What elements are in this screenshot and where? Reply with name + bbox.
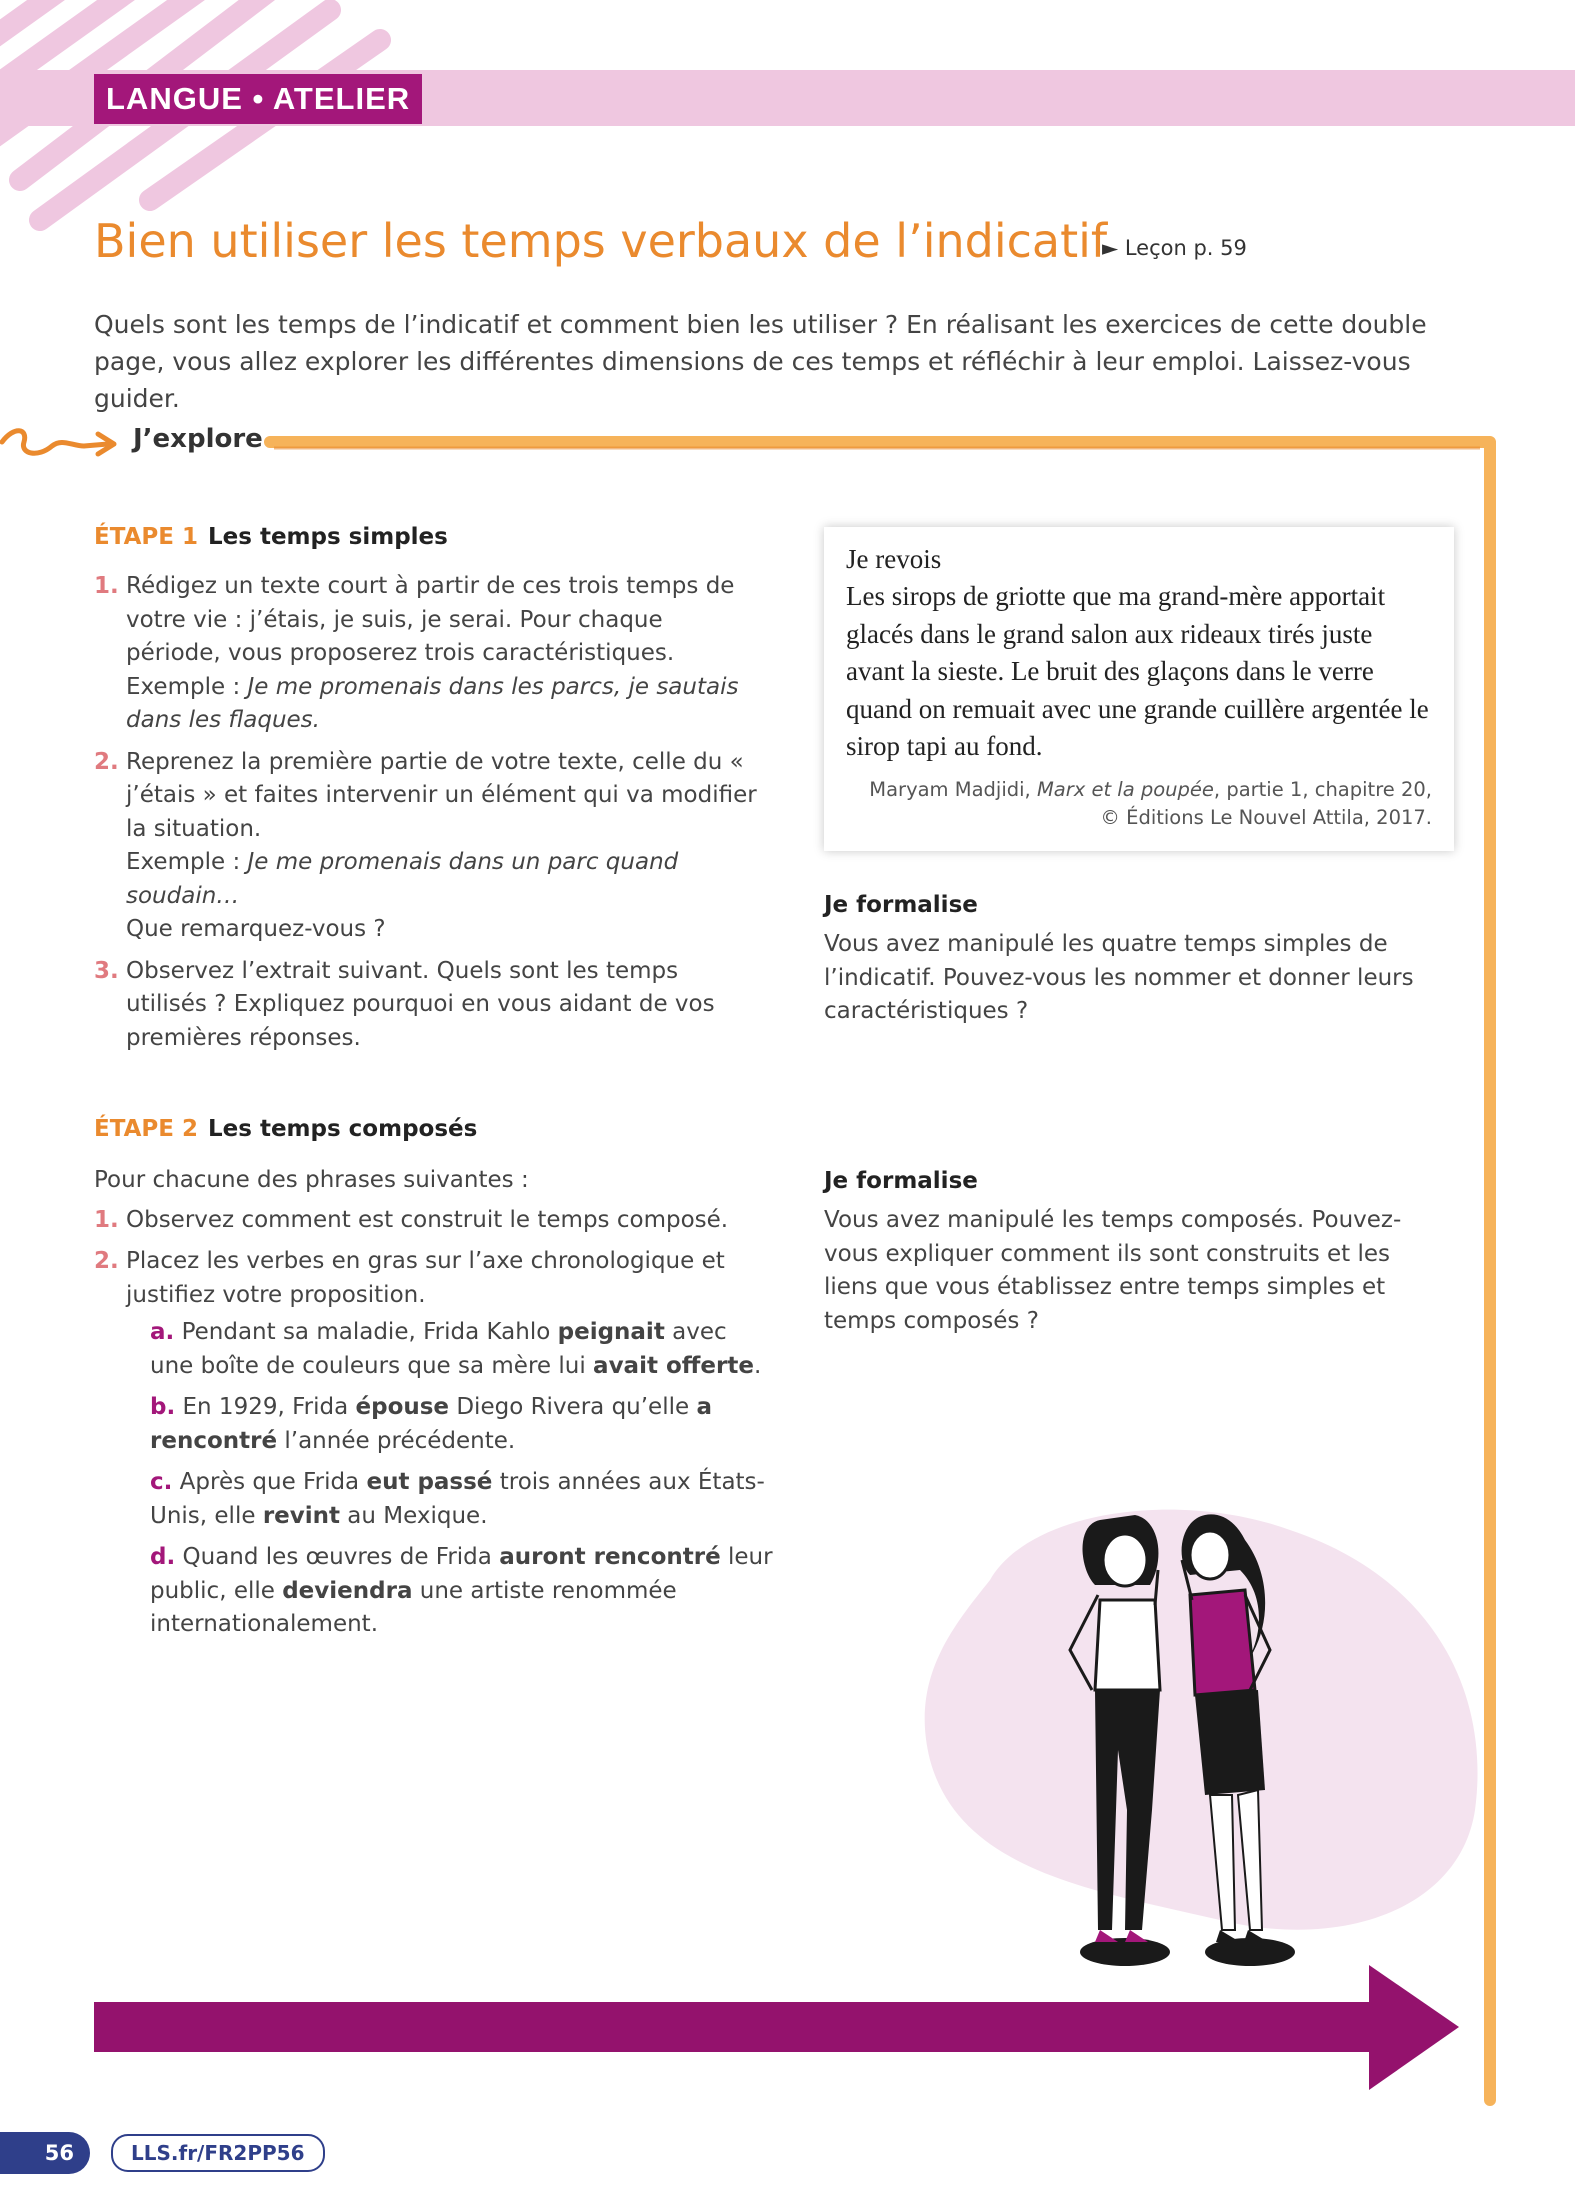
item-text: Observez l’extrait suivant. Quels sont les temps utilisés ? Expliquez pourquoi en vous aidant de vos premières réponses. xyxy=(126,957,715,1051)
list-item xyxy=(94,746,764,947)
item-text: Rédigez un texte court à partir de ces trois temps de votre vie : j’étais, je suis, je serai. Pour chaque période, vous proposerez trois caractéristiques. xyxy=(126,573,735,666)
example-label: Exemple : xyxy=(126,673,248,700)
etape1-title: Les temps simples xyxy=(208,524,448,550)
explore-heading: J’explore xyxy=(133,424,263,454)
example-text: Je me promenais dans un parc quand soudain… xyxy=(126,849,679,909)
example-text: Je me promenais dans les parcs, je sautais dans les flaques. xyxy=(126,673,739,733)
sentence-d: d. Quand les œuvres de Frida auront rencontré leur public, elle deviendra une artiste renommée internationalement. xyxy=(150,1544,773,1637)
list-item xyxy=(94,1245,774,1642)
etape1-heading xyxy=(94,524,448,550)
item-text: Reprenez la première partie de votre texte, celle du « j’étais » et faites intervenir un élément qui va modifier la situation. xyxy=(126,748,757,842)
sentence-c: c. Après que Frida eut passé trois années aux États-Unis, elle revint au Mexique. xyxy=(150,1469,765,1529)
etape2-list xyxy=(94,1204,774,1642)
list-item xyxy=(94,570,764,738)
sentence-list xyxy=(150,1316,774,1642)
quote-details: , partie 1, chapitre 20, xyxy=(1213,777,1432,801)
quote-heading: Je revois xyxy=(846,544,942,574)
etape2-intro: Pour chacune des phrases suivantes : xyxy=(94,1167,529,1193)
item-text: Observez comment est construit le temps composé. xyxy=(126,1206,729,1233)
quote-work: Marx et la poupée xyxy=(1036,777,1214,801)
explore-arrow-icon xyxy=(0,420,125,470)
gossiping-women-illustration xyxy=(920,1490,1500,1970)
section-tag: LANGUE • ATELIER xyxy=(94,74,422,124)
item-number: 3. xyxy=(94,957,119,984)
formalise1-text: Vous avez manipulé les quatre temps simples de l’indicatif. Pouvez-vous les nommer et donner leurs caractéristiques ? xyxy=(824,931,1414,1024)
item-question: Que remarquez-vous ? xyxy=(126,916,386,942)
sentence-b: b. En 1929, Frida épouse Diego Rivera qu’elle a rencontré l’année précédente. xyxy=(150,1394,712,1454)
page-title: Bien utiliser les temps verbaux de l’indicatif xyxy=(94,214,1108,268)
list-item xyxy=(94,955,764,1056)
formalise1-block xyxy=(824,892,1424,1029)
item-number: 2. xyxy=(94,1248,119,1274)
formalise2-text: Vous avez manipulé les temps composés. Pouvez-vous expliquer comment ils sont construits et les liens que vous établissez entre temps simples et temps composés ? xyxy=(824,1207,1402,1334)
item-number: 1. xyxy=(94,1206,119,1233)
etape2-body xyxy=(94,1164,774,1650)
list-item xyxy=(94,1204,774,1238)
etape2-key: ÉTAPE 2 xyxy=(94,1116,198,1142)
formalise2-title: Je formalise xyxy=(824,1168,978,1194)
quote-text: Les sirops de griotte que ma grand-mère apportait glacés dans le grand salon aux rideaux tirés juste avant la sieste. Le bruit des glaçons dans le verre quand on remuait avec une grande cuillère argentée le sirop tapi au fond. xyxy=(846,581,1429,761)
sentence-a: a. Pendant sa maladie, Frida Kahlo peignait avec une boîte de couleurs que sa mère lui avait offerte. xyxy=(150,1319,762,1379)
etape2-heading xyxy=(94,1116,477,1142)
quote-author: Maryam Madjidi, xyxy=(869,777,1037,801)
formalise2-block xyxy=(824,1168,1444,1338)
example-label: Exemple : xyxy=(126,849,248,875)
etape1-key: ÉTAPE 1 xyxy=(94,524,198,550)
etape1-list xyxy=(94,570,764,1063)
quote-source xyxy=(846,776,1432,832)
quote-publisher: © Éditions Le Nouvel Attila, 2017. xyxy=(1100,805,1432,829)
formalise1-title: Je formalise xyxy=(824,892,978,918)
item-number: 1. xyxy=(94,573,119,599)
etape2-title: Les temps composés xyxy=(208,1116,478,1142)
timeline-arrow xyxy=(94,1965,1459,2090)
intro-paragraph: Quels sont les temps de l’indicatif et comment bien les utiliser ? En réalisant les exercices de cette double page, vous allez explorer les différentes dimensions de ces temps et réfléchir à leur emploi. Laissez-vous guider. xyxy=(94,310,1427,413)
page-number: 56 xyxy=(0,2132,90,2174)
item-number: 2. xyxy=(94,748,119,775)
item-text: Placez les verbes en gras sur l’axe chronologique et justifiez votre proposition. xyxy=(126,1248,725,1308)
lls-link[interactable]: LLS.fr/FR2PP56 xyxy=(111,2134,325,2172)
quote-box xyxy=(824,527,1454,851)
lesson-reference-link[interactable]: ► Leçon p. 59 xyxy=(1102,236,1247,260)
